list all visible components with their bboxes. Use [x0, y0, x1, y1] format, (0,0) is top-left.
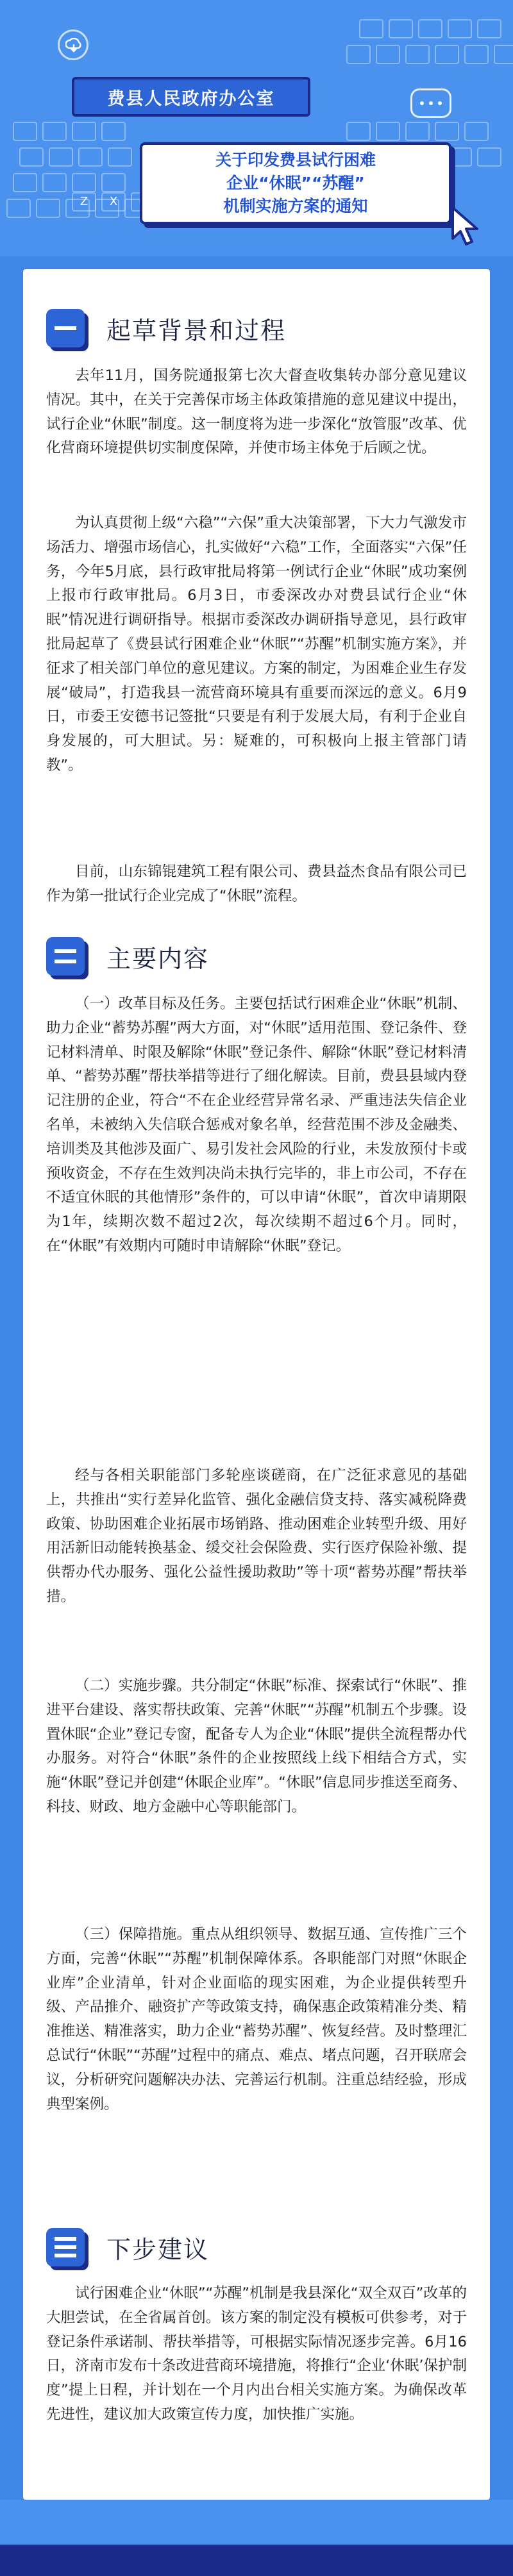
- cloud-download-icon: [58, 29, 88, 60]
- footer-band: [0, 2500, 513, 2545]
- keyboard-key: [376, 122, 400, 141]
- section-header-content: [46, 936, 209, 977]
- section-header-background: [46, 308, 286, 349]
- keyboard-key-letter: Z: [72, 192, 96, 212]
- keyboard-key: [477, 19, 501, 38]
- keyboard-key: [405, 122, 430, 141]
- keyboard-key: [346, 45, 371, 64]
- keyboard-key: [405, 45, 430, 64]
- double-bar-icon: [46, 937, 85, 976]
- keyboard-key: [389, 19, 413, 38]
- paragraph: 为认真贯彻上级“六稳”“六保”重大决策部署，下大力气激发市场活力、增强市场信心，扎实做好“六稳”工作，全面落实“六保”任务，今年5月底，县行政审批局将第一例试行企业“休眠”成功案例上报市行政审批局。6月3日，市委深改办对费县试行企业“休眠”情况进行调研指导。根据市委深改办调研指导意见，县行政审批局起草了《费县试行困难企业“休眠”“苏醒”机制实施方案》，并征求了相关部门单位的意见建议。方案的制定，为困难企业生存发展“破局”，打造我县一流营商环境具有重要而深远的意义。6月9日，市委王安德书记签批“只要是有利于发展大局，有利于企业自身发展的，可大胆试。另：疑难的，可积极向上报主管部门请教”。: [46, 515, 467, 774]
- paragraph: （二）实施步骤。共分制定“休眠”标准、探索试行“休眠”、推进平台建设、落实帮扶政策、完善“休眠”“苏醒”机制五个步骤。设置休眠“企业”登记专窗，配备专人为企业“休眠”提供全流程帮办代办服务。对符合“休眠”条件的企业按照线上线下相结合方式，实施“休眠”登记并创建“休眠企业库”。“休眠”信息同步推送至商务、科技、财政、地方金融中心等职能部门。: [46, 1677, 467, 1815]
- paragraph: 试行困难企业“休眠”“苏醒”机制是我县深化“双全双百”改革的大胆尝试，在全省属首创。该方案的制定没有模板可供参考，对于登记条件承诺制、帮扶举措等，可根据实际情况逐步完善。6月16日，济南市发布十条改进营商环境措施，将推行“企业‘休眠’保护制度”提上日程，并计划在一个月内出台相关实施方案。为确保改革先进性，建议加大政策宣传力度，加快推广实施。: [46, 2285, 467, 2423]
- triple-bar-icon: [46, 2228, 85, 2266]
- keyboard-key: [49, 147, 73, 167]
- footer-bar: [0, 2545, 513, 2576]
- section-title: 主要内容: [106, 944, 210, 973]
- paragraph: 去年11月，国务院通报第七次大督查收集转办部分意见建议情况。其中，在关于完善保市场主体政策措施的意见建议中提出，试行企业“休眠”制度。这一制度将为进一步深化“放管服”改革、优化营商环境提供切实制度保障，并使市场主体免于后顾之忧。: [46, 367, 467, 457]
- keyboard-key-letter: X: [101, 192, 126, 212]
- cursor-arrow-icon: [449, 205, 484, 247]
- keyboard-key: [346, 122, 371, 141]
- org-title-banner: [72, 77, 310, 117]
- paragraph: （一）改革目标及任务。主要包括试行困难企业“休眠”机制、助力企业“蓄势苏醒”两大方面，对“休眠”适用范围、登记条件、登记材料清单、时限及解除“休眠”登记条件、解除“休眠”登记材料清单、“蓄势苏醒”帮扶举措等进行了细化解读。目前，费县县域内登记注册的企业，符合“不在企业经营异常名录、严重违法失信企业名单，未被纳入失信联合惩戒对象名单，经营范围不涉及金融类、培训类及其他涉及面广、易引发社会风险的行业，未发放预付卡或预收资金，不存在生效判决尚未执行完毕的，非上市公司，不存在不适宜休眠的其他情形”条件的，可以申请“休眠”，首次申请期限为1年，续期次数不超过2次，每次续期不超过6个月。同时，在“休眠”有效期内可随时申请解除“休眠”登记。: [46, 995, 467, 1254]
- notice-title-line: 机制实施方案的通知: [223, 197, 368, 215]
- keyboard-key: [19, 147, 44, 167]
- keyboard-key: [42, 173, 67, 192]
- notice-title-line: 企业“休眠”“苏醒”: [226, 174, 365, 192]
- keyboard-key: [42, 122, 67, 141]
- chat-bubble-icon: [410, 88, 451, 118]
- section-title: 起草背景和过程: [106, 316, 287, 345]
- section-header-suggestions: [46, 2227, 209, 2268]
- single-bar-icon: [46, 309, 85, 347]
- keyboard-key: [376, 45, 400, 64]
- notice-title-line: 关于印发费县试行困难: [215, 151, 376, 169]
- org-title: 费县人民政府办公室: [107, 88, 275, 109]
- keyboard-key: [448, 19, 472, 38]
- header-banner: [0, 0, 513, 256]
- keyboard-key: [13, 122, 37, 141]
- keyboard-key: [477, 147, 501, 167]
- keyboard-key: [464, 45, 489, 64]
- content-panel: [23, 269, 490, 2500]
- keyboard-key: [13, 173, 37, 192]
- keyboard-key: [101, 173, 126, 192]
- keyboard-key: [36, 199, 60, 218]
- keyboard-key: [418, 19, 442, 38]
- keyboard-key: [435, 45, 459, 64]
- keyboard-key: [6, 199, 31, 218]
- keyboard-key: [78, 147, 103, 167]
- keyboard-key: [435, 122, 459, 141]
- paragraph: 目前，山东锦锟建筑工程有限公司、费县益杰食品有限公司已作为第一批试行企业完成了“休眠”流程。: [46, 863, 467, 904]
- paragraph: 经与各相关职能部门多轮座谈磋商，在广泛征求意见的基础上，共推出“实行差异化监管、强化金融信贷支持、落实减税降费政策、协助困难企业拓展市场销路、推动困难企业转型升级、用好用活新旧动能转换基金、缓交社会保险费、实行医疗保险补缴、提供帮办代办服务、强化公益性援助救助”等十项“蓄势苏醒”帮扶举措。: [46, 1467, 467, 1605]
- notice-title-box: [140, 142, 451, 224]
- keyboard-key: [494, 45, 513, 64]
- paragraph: （三）保障措施。重点从组织领导、数据互通、宣传推广三个方面，完善“休眠”“苏醒”机制保障体系。各职能部门对照“休眠企业库”企业清单，针对企业面临的现实困难，为企业提供转型升级、产品推介、融资扩产等政策支持，确保惠企政策精准分类、精准推送、精准落实，助力企业“蓄势苏醒”、恢复经营。及时整理汇总试行“休眠”“苏醒”过程中的痛点、难点、堵点问题，召开联席会议，分析研究问题解决办法、完善运行机制。注重总结经验，形成典型案例。: [46, 1926, 467, 2113]
- keyboard-key: [359, 19, 383, 38]
- section-title: 下步建议: [106, 2235, 210, 2264]
- keyboard-key: [464, 122, 489, 141]
- keyboard-key: [72, 122, 96, 141]
- keyboard-key: [108, 147, 132, 167]
- keyboard-key: [101, 122, 126, 141]
- keyboard-key: [72, 173, 96, 192]
